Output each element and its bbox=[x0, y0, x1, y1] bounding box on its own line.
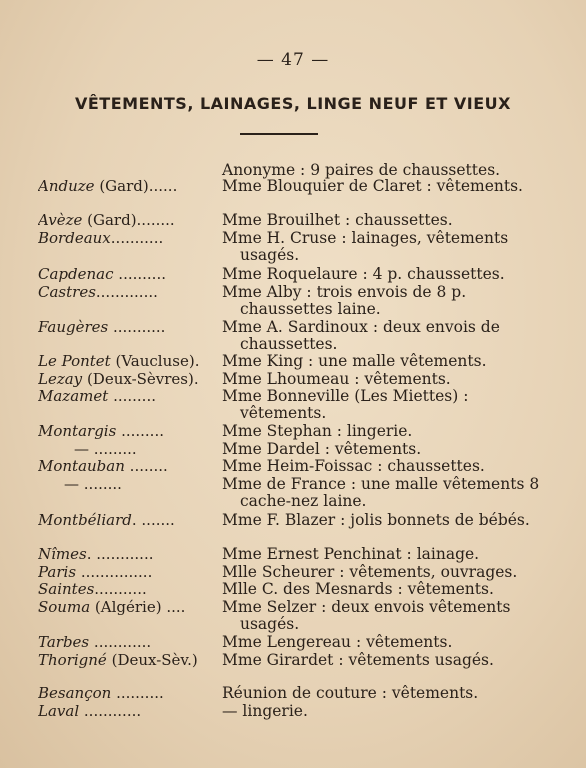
place-cell: Anduze (Gard)...... bbox=[38, 178, 178, 195]
donor-text: Mme A. Sardinoux : deux envois de chaussettes. bbox=[222, 318, 500, 353]
donor-text: Mme Blouquier de Claret : vêtements. bbox=[222, 177, 523, 195]
donor-text: Mme Roquelaure : 4 p. chaussettes. bbox=[222, 265, 505, 283]
page-number: — 47 — bbox=[256, 50, 330, 70]
book-page: — 47 — VÊTEMENTS, LAINAGES, LINGE NEUF ET VIEUX Anonyme : 9 paires de chaussettes. Anduze (Gard)...... Mme Blouquier de Claret : vêtements. Avèze (Gard)........ Mme Brouilhet : chaussettes. Bordeaux........... Mme H. Cruse : lainages, vêtements usagés. Capdenac .......... Mme Roquelaure : 4 p. chaussettes. Castres............. Mme Alby : trois envois de 8 p. chaussettes laine. Faugères ........... Mme A. Sardinoux : deux envois de chaussettes. Le Pontet (Vaucluse). Mme King : une malle vêtements. Lezay (Deux-Sèvres). Mme Lhoumeau : vêtements. Mazamet ......... Mme Bonneville (Les Miettes) : vêtements. Montargis ......... Mme Stephan : lingerie. — ......... Mme Dardel : vêtements. Montauban ........ Mme Heim-Foissac : chaussettes. — ........ Mme de France : une malle vêtements 8 cache-nez laine. Montbéliard. ....... Mme F. Blazer : jolis bonnets de bébés. Nîmes. ............ Mme Ernest Penchinat : lainage. Paris ............... Mlle Scheurer : vêtements, ouvrages. Saintes........... Mlle C. des Mesnards : vêtements. Souma (Algérie) .... Mme Selzer : deux envois vêtements usagés. Tarbes ............ Mme Lengereau : vêtements. Thorigné (Deux-Sèv.) Mme Girardet : vêtements usagés. Besançon .......... Réunion de couture : vêtements. Laval ............ — lingerie. bbox=[0, 0, 586, 768]
section-title: VÊTEMENTS, LAINAGES, LINGE NEUF ET VIEUX bbox=[74, 94, 511, 113]
donor-text: Mme de France : une malle vêtements 8 cache-nez laine. bbox=[222, 475, 540, 510]
donor-text: Mme Brouilhet : chaussettes. bbox=[222, 211, 453, 229]
donor-text: Réunion de couture : vêtements. bbox=[222, 684, 479, 702]
title-rule bbox=[240, 133, 318, 135]
donor-text: Mme Selzer : deux envois vêtements usagés. bbox=[222, 598, 511, 633]
donor-text: Mlle Scheurer : vêtements, ouvrages. bbox=[222, 563, 518, 581]
donor-text: Mme Bonneville (Les Miettes) : vêtements. bbox=[222, 387, 469, 422]
anonymous-entry: Anonyme : 9 paires de chaussettes. bbox=[222, 161, 501, 179]
donor-text: Mme H. Cruse : lainages, vêtements usagés. bbox=[222, 229, 509, 264]
donor-text: Mme Girardet : vêtements usagés. bbox=[222, 651, 494, 669]
donor-text: Mme Lhoumeau : vêtements. bbox=[222, 370, 451, 388]
donor-text: Mme Alby : trois envois de 8 p. chaussettes laine. bbox=[222, 283, 467, 318]
donor-text: Mme Stephan : lingerie. bbox=[222, 422, 413, 440]
donor-text: Mme King : une malle vêtements. bbox=[222, 352, 487, 370]
donor-text: — lingerie. bbox=[222, 702, 308, 720]
donor-text: Mme F. Blazer : jolis bonnets de bébés. bbox=[222, 511, 530, 529]
donor-text: Mme Dardel : vêtements. bbox=[222, 440, 422, 458]
donor-text: Mme Ernest Penchinat : lainage. bbox=[222, 545, 480, 563]
donor-text: Mme Heim-Foissac : chaussettes. bbox=[222, 457, 485, 475]
donor-text: Mlle C. des Mesnards : vêtements. bbox=[222, 580, 494, 598]
donor-text: Mme Lengereau : vêtements. bbox=[222, 633, 453, 651]
